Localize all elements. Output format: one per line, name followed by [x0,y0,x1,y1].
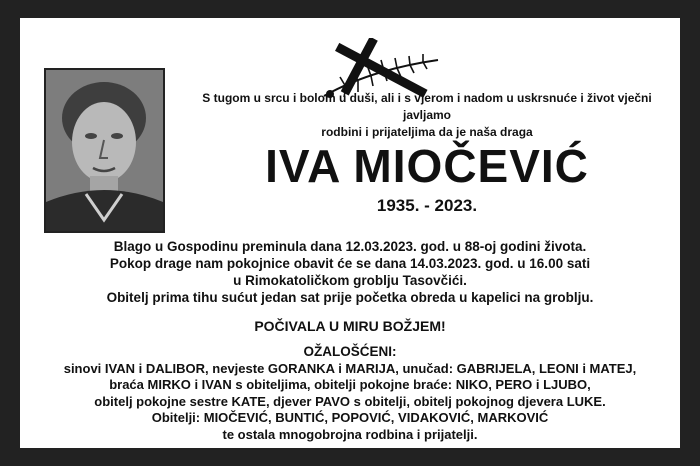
mourners-section [20,344,680,443]
detail-line: Obitelj prima tihu sućut jedan sat prije početka obreda u kapelici na groblju. [106,290,594,305]
life-years: 1935. - 2023. [376,196,478,215]
detail-line: Blago u Gospodinu preminula dana 12.03.2023. god. u 88-oj godini života. [113,239,587,254]
intro-text [192,90,662,141]
mourners-label: OŽALOŠĆENI: [303,344,397,359]
detail-line: u Rimokatoličkom groblju Tasovčići. [233,273,467,288]
mourners-line: braća MIRKO i IVAN s obiteljima, obitelji pokojne braće: NIKO, PERO i LJUBO, [109,377,591,392]
obituary-card [20,18,680,448]
mourners-line: te ostala mnogobrojna rodbina i prijatelji. [222,426,478,442]
deceased-name: IVA MIOČEVIĆ [265,140,589,192]
funeral-details [20,238,680,306]
mourners-line: obitelj pokojne sestre KATE, djever PAVO s obitelji, obitelj pokojnog djevera LUKE. [94,393,606,409]
mourners-line: sinovi IVAN i DALIBOR, nevjeste GORANKA i MARIJA, unučad: GABRIJELA, LEONI i MATEJ, [63,360,637,376]
rest-in-peace-heading: POČIVALA U MIRU BOŽJEM! [254,318,446,334]
intro-line-2: rodbini i prijateljima da je naša draga [321,125,533,139]
detail-line: Pokop drage nam pokojnice obavit će se dana 14.03.2023. god. u 16.00 sati [109,256,591,271]
intro-line-1: S tugom u srcu i bolom u duši, ali i s vjerom i nadom u uskrsnuće i život vječni javljamo [202,91,652,122]
mourners-line: Obitelji: MIOČEVIĆ, BUNTIĆ, POPOVIĆ, VIDAKOVIĆ, MARKOVIĆ [151,410,549,425]
deceased-portrait [44,68,165,233]
